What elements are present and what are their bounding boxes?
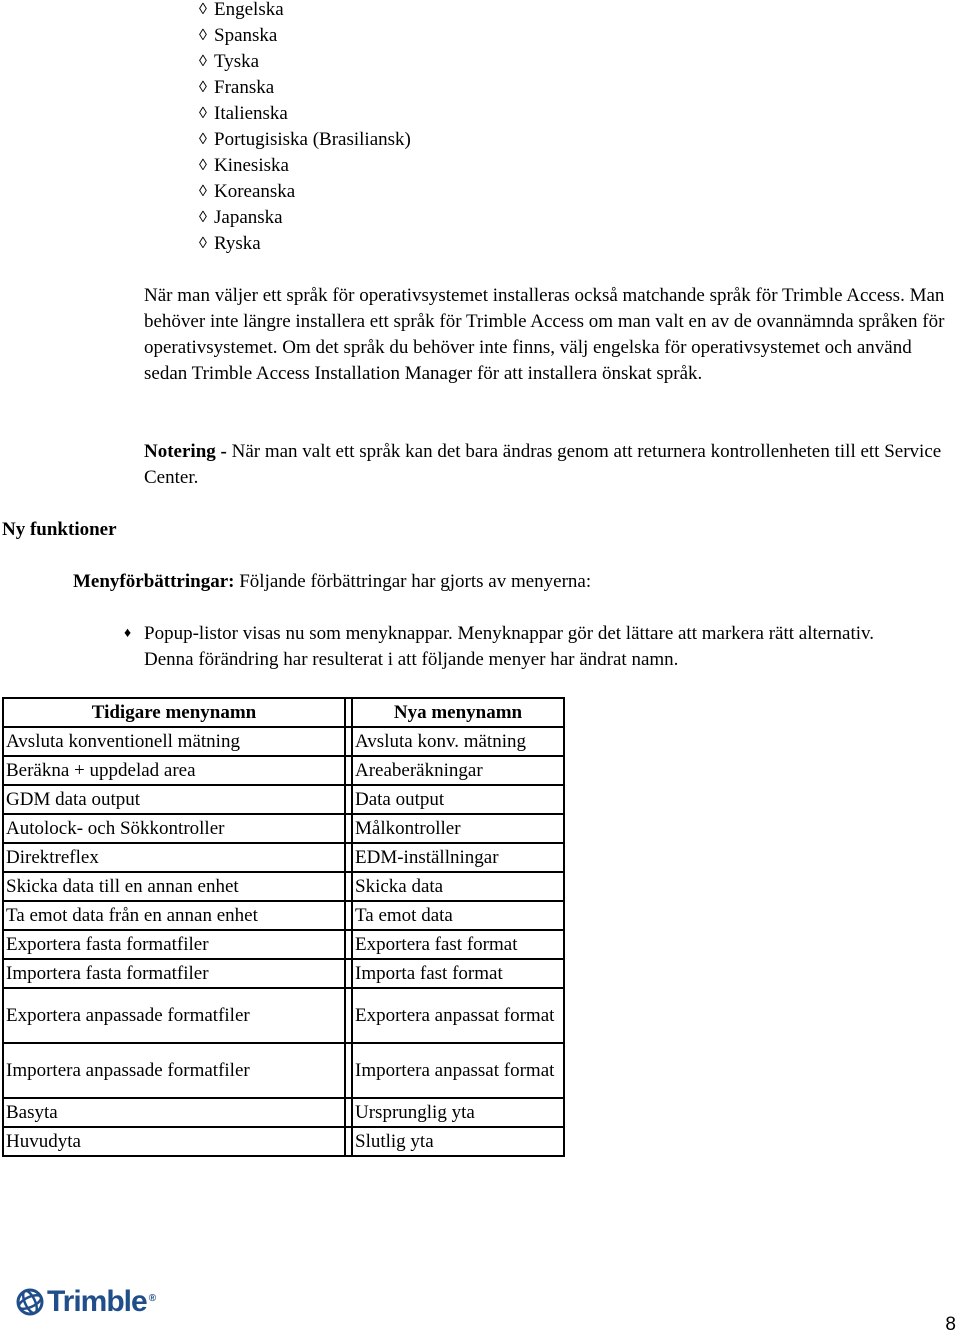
table-gap	[345, 814, 352, 843]
diamond-icon: ◊	[199, 157, 207, 174]
new-menu-name: Importa fast format	[352, 959, 564, 988]
language-item	[196, 153, 411, 179]
old-menu-name: Skicka data till en annan enhet	[3, 872, 345, 901]
language-label: Koreanska	[214, 181, 296, 202]
table-gap	[345, 1098, 352, 1127]
table-row	[3, 1043, 564, 1098]
diamond-icon: ◊	[199, 131, 207, 148]
language-label: Portugisiska (Brasiliansk)	[214, 129, 411, 150]
old-menu-name: Direktreflex	[3, 843, 345, 872]
table-row	[3, 959, 564, 988]
language-label: Ryska	[214, 233, 261, 254]
trimble-logo	[15, 1286, 155, 1318]
language-item	[196, 49, 411, 75]
table-header-row	[3, 698, 564, 727]
language-label: Japanska	[214, 207, 283, 228]
logo-registered-mark: ®	[148, 1293, 156, 1304]
old-menu-name: Exportera anpassade formatfiler	[3, 988, 345, 1043]
header-new-name: Nya menynamn	[352, 698, 564, 727]
language-item	[196, 75, 411, 101]
table-gap	[345, 988, 352, 1043]
table-gap	[345, 756, 352, 785]
diamond-icon: ◊	[199, 105, 207, 122]
table-gap	[345, 930, 352, 959]
new-menu-name: Importera anpassat format	[352, 1043, 564, 1098]
table-row	[3, 988, 564, 1043]
diamond-icon: ◊	[199, 1, 207, 18]
language-item	[196, 23, 411, 49]
new-menu-name: Ursprunglig yta	[352, 1098, 564, 1127]
section-heading: Ny funktioner	[2, 519, 117, 540]
table-gap	[345, 1043, 352, 1098]
trimble-globe-icon	[15, 1287, 45, 1317]
table-row	[3, 756, 564, 785]
table-row	[3, 901, 564, 930]
table-row	[3, 814, 564, 843]
logo-text: Trimble	[47, 1285, 147, 1318]
new-menu-name: Skicka data	[352, 872, 564, 901]
new-menu-name: Exportera anpassat format	[352, 988, 564, 1043]
table-gap	[345, 698, 352, 727]
new-menu-name: Ta emot data	[352, 901, 564, 930]
menu-rename-table	[2, 697, 565, 1157]
new-menu-name: Målkontroller	[352, 814, 564, 843]
new-menu-name: Slutlig yta	[352, 1127, 564, 1156]
old-menu-name: Autolock- och Sökkontroller	[3, 814, 345, 843]
bullet-item	[124, 621, 914, 673]
language-label: Tyska	[214, 51, 260, 72]
table-row	[3, 1098, 564, 1127]
table-gap	[345, 785, 352, 814]
language-item	[196, 231, 411, 257]
old-menu-name: Importera anpassade formatfiler	[3, 1043, 345, 1098]
new-menu-name: Data output	[352, 785, 564, 814]
language-label: Kinesiska	[214, 155, 289, 176]
table-row	[3, 1127, 564, 1156]
old-menu-name: Beräkna + uppdelad area	[3, 756, 345, 785]
old-menu-name: Avsluta konventionell mätning	[3, 727, 345, 756]
language-item	[196, 127, 411, 153]
language-item	[196, 179, 411, 205]
old-menu-name: Ta emot data från en annan enhet	[3, 901, 345, 930]
new-menu-name: Areaberäkningar	[352, 756, 564, 785]
language-item	[196, 205, 411, 231]
table-row	[3, 727, 564, 756]
language-item	[196, 0, 411, 23]
note-text: När man valt ett språk kan det bara ändras genom att returnera kontrollenheten till ett Service Center.	[144, 441, 942, 488]
table-body	[3, 727, 564, 1156]
table-gap	[345, 1127, 352, 1156]
language-label: Franska	[214, 77, 275, 98]
intro-paragraph: När man väljer ett språk för operativsystemet installeras också matchande språk för Trimble Access. Man behöver inte längre installera ett språk för Trimble Access om man valt en av de ovannämnda språken för operativsystemet. Om det språk du behöver inte finns, välj engelska för operativsystemet och använd sedan Trimble Access Installation Manager för att installera önskat språk.	[144, 285, 945, 384]
table-row	[3, 843, 564, 872]
diamond-icon: ◊	[199, 27, 207, 44]
table-row	[3, 872, 564, 901]
menu-improvements-label: Menyförbättringar:	[73, 571, 235, 592]
diamond-icon: ◊	[199, 209, 207, 226]
language-label: Spanska	[214, 25, 278, 46]
language-item	[196, 101, 411, 127]
table-gap	[345, 901, 352, 930]
old-menu-name: Huvudyta	[3, 1127, 345, 1156]
table-gap	[345, 959, 352, 988]
table-gap	[345, 872, 352, 901]
new-menu-name: Exportera fast format	[352, 930, 564, 959]
old-menu-name: GDM data output	[3, 785, 345, 814]
table-gap	[345, 727, 352, 756]
bullet-text: Popup-listor visas nu som menyknappar. Menyknappar gör det lättare att markera rätt alternativ. Denna förändring har resulterat i att följande menyer har ändrat namn.	[144, 623, 875, 670]
page-number: 8	[945, 1314, 956, 1335]
old-menu-name: Exportera fasta formatfiler	[3, 930, 345, 959]
new-menu-name: EDM-inställningar	[352, 843, 564, 872]
diamond-icon: ◊	[199, 183, 207, 200]
table-row	[3, 930, 564, 959]
old-menu-name: Importera fasta formatfiler	[3, 959, 345, 988]
note-label: Notering -	[144, 441, 227, 462]
note-paragraph	[144, 439, 956, 491]
old-menu-name: Basyta	[3, 1098, 345, 1127]
language-label: Italienska	[214, 103, 288, 124]
diamond-icon: ◊	[199, 53, 207, 70]
new-menu-name: Avsluta konv. mätning	[352, 727, 564, 756]
language-list	[196, 0, 411, 257]
table-gap	[345, 843, 352, 872]
menu-improvements-text: Följande förbättringar har gjorts av menyerna:	[234, 571, 592, 592]
header-old-name: Tidigare menynamn	[3, 698, 345, 727]
filled-diamond-icon: ♦	[124, 626, 132, 641]
menu-improvements-intro	[73, 569, 591, 595]
table-row	[3, 785, 564, 814]
diamond-icon: ◊	[199, 235, 207, 252]
language-label: Engelska	[214, 0, 284, 20]
diamond-icon: ◊	[199, 79, 207, 96]
